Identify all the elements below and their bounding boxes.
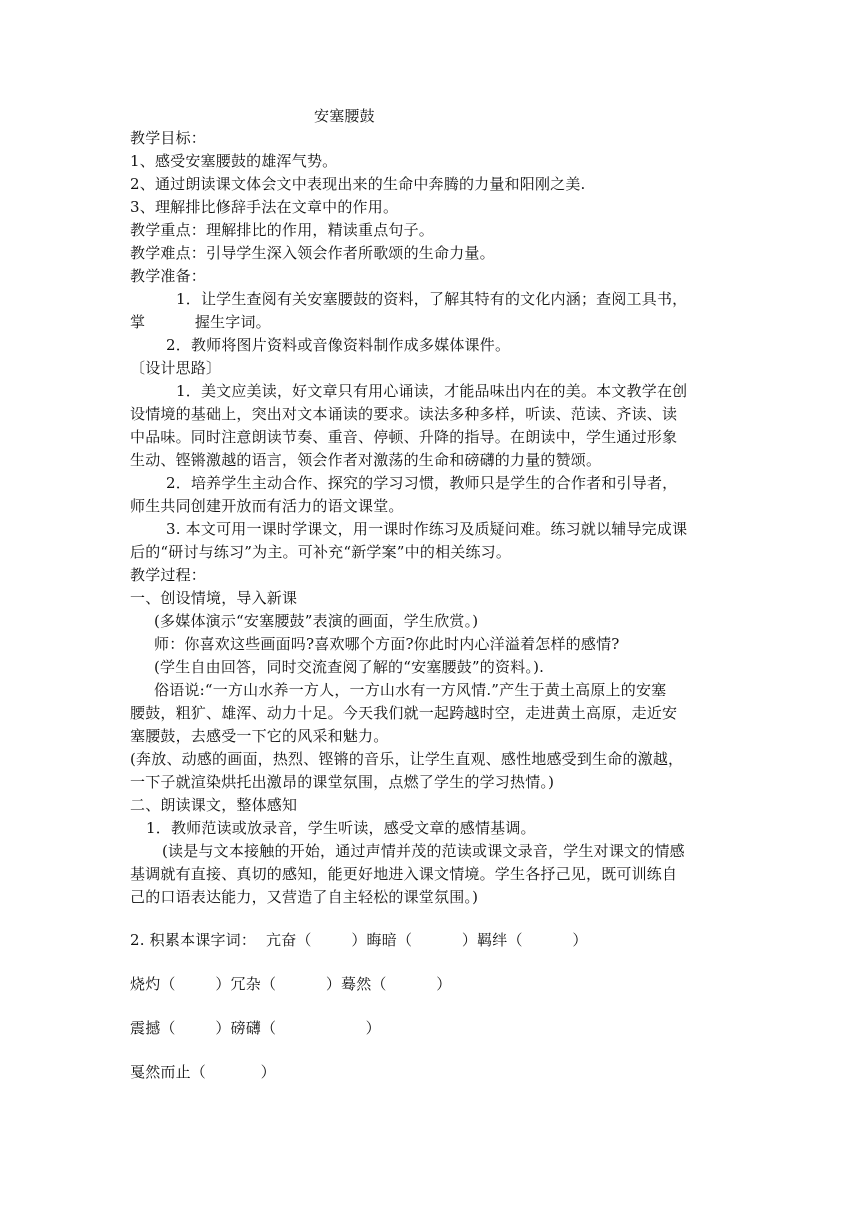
section-heading: 教学准备： — [130, 267, 207, 285]
paragraph-line: (学生自由回答，同时交流查阅了解的“安塞腰鼓”的资料。). — [154, 658, 545, 676]
paragraph-line: 腰鼓，粗犷、雄浑、动力十足。今天我们就一起跨越时空，走进黄土高原，走近安 — [130, 704, 678, 722]
paragraph-line: 2．教师将图片资料或音像资料制作成多媒体课件。 — [166, 336, 511, 354]
vocab-line: 2. 积累本课字词： 亢奋（ ）晦暗（ ）羁绊（ ） — [130, 931, 588, 949]
paragraph-line: 3. 本文可用一课时学课文，用一课时作练习及质疑问难。练习就以辅导完成课 — [166, 520, 688, 538]
vocab-line: 戛然而止（ ） — [130, 1063, 276, 1081]
paragraph-line: (奔放、动感的画面，热烈、铿锵的音乐，让学生直观、感性地感受到生命的激越， — [130, 750, 684, 768]
paragraph-line: 1．美文应美读，好文章只有用心诵读，才能品味出内在的美。本文教学在创 — [176, 382, 688, 400]
paragraph-line: 生动、铿锵激越的语言，领会作者对激荡的生命和磅礴的力量的赞颂。 — [130, 451, 602, 469]
paragraph-line: 师生共同创建开放而有活力的语文课堂。 — [130, 497, 404, 515]
vocab-line: 烧灼（ ）冗杂（ ）蓦然（ ） — [130, 975, 452, 993]
paragraph-line: 1．教师范读或放录音，学生听读，感受文章的感情基调。 — [146, 819, 536, 837]
section-heading: 〔设计思路〕 — [130, 359, 222, 377]
document-title: 安塞腰鼓 — [314, 107, 375, 125]
paragraph-line: 1、感受安塞腰鼓的雄浑气势。 — [130, 152, 338, 170]
paragraph-line: 1．让学生查阅有关安塞腰鼓的资料，了解其特有的文化内涵；查阅工具书， — [176, 290, 688, 308]
section-heading: 一、创设情境，导入新课 — [130, 589, 298, 607]
section-heading: 教学目标： — [130, 129, 207, 147]
paragraph-line: 设情境的基础上，突出对文本诵读的要求。读法多种多样，听读、范读、齐读、读 — [130, 405, 678, 423]
section-heading: 教学过程： — [130, 566, 207, 584]
vocab-line: 震撼（ ）磅礴（ ） — [130, 1019, 381, 1037]
paragraph-line: 掌 握生字词。 — [130, 313, 271, 331]
paragraph-line: 俗语说:“一方山水养一方人，一方山水有一方风情.”产生于黄土高原上的安塞 — [154, 681, 667, 699]
paragraph-line: 一下子就渲染烘托出激昂的课堂氛围，点燃了学生的学习热情。) — [130, 773, 555, 791]
paragraph-line: 教学难点：引导学生深入领会作者所歌颂的生命力量。 — [130, 244, 495, 262]
paragraph-line: 己的口语表达能力，又营造了自主轻松的课堂氛围。) — [130, 888, 479, 906]
paragraph-line: 中品味。同时注意朗读节奏、重音、停顿、升降的指导。在朗读中，学生通过形象 — [130, 428, 678, 446]
paragraph-line: 2、通过朗读课文体会文中表现出来的生命中奔腾的力量和阳刚之美. — [130, 175, 586, 193]
paragraph-line: 塞腰鼓，去感受一下它的风采和魅力。 — [130, 727, 389, 745]
paragraph-line: 教学重点：理解排比的作用，精读重点句子。 — [130, 221, 435, 239]
section-heading: 二、朗读课文，整体感知 — [130, 796, 298, 814]
paragraph-line: (读是与文本接触的开始，通过声情并茂的范读或课文录音，学生对课文的情感 — [162, 842, 685, 860]
paragraph-line: 后的“研讨与练习”为主。可补充“新学案”中的相关练习。 — [130, 543, 512, 561]
paragraph-line: 基调就有直接、真切的感知，能更好地进入课文情境。学生各抒己见，既可训练自 — [130, 865, 678, 883]
paragraph-line: (多媒体演示“安塞腰鼓”表演的画面，学生欣赏。) — [154, 612, 479, 630]
paragraph-line: 3、理解排比修辞手法在文章中的作用。 — [130, 198, 399, 216]
paragraph-line: 2．培养学生主动合作、探究的学习习惯，教师只是学生的合作者和引导者， — [166, 474, 678, 492]
paragraph-line: 师：你喜欢这些画面吗?喜欢哪个方面?你此时内心洋溢着怎样的感情? — [154, 635, 620, 653]
